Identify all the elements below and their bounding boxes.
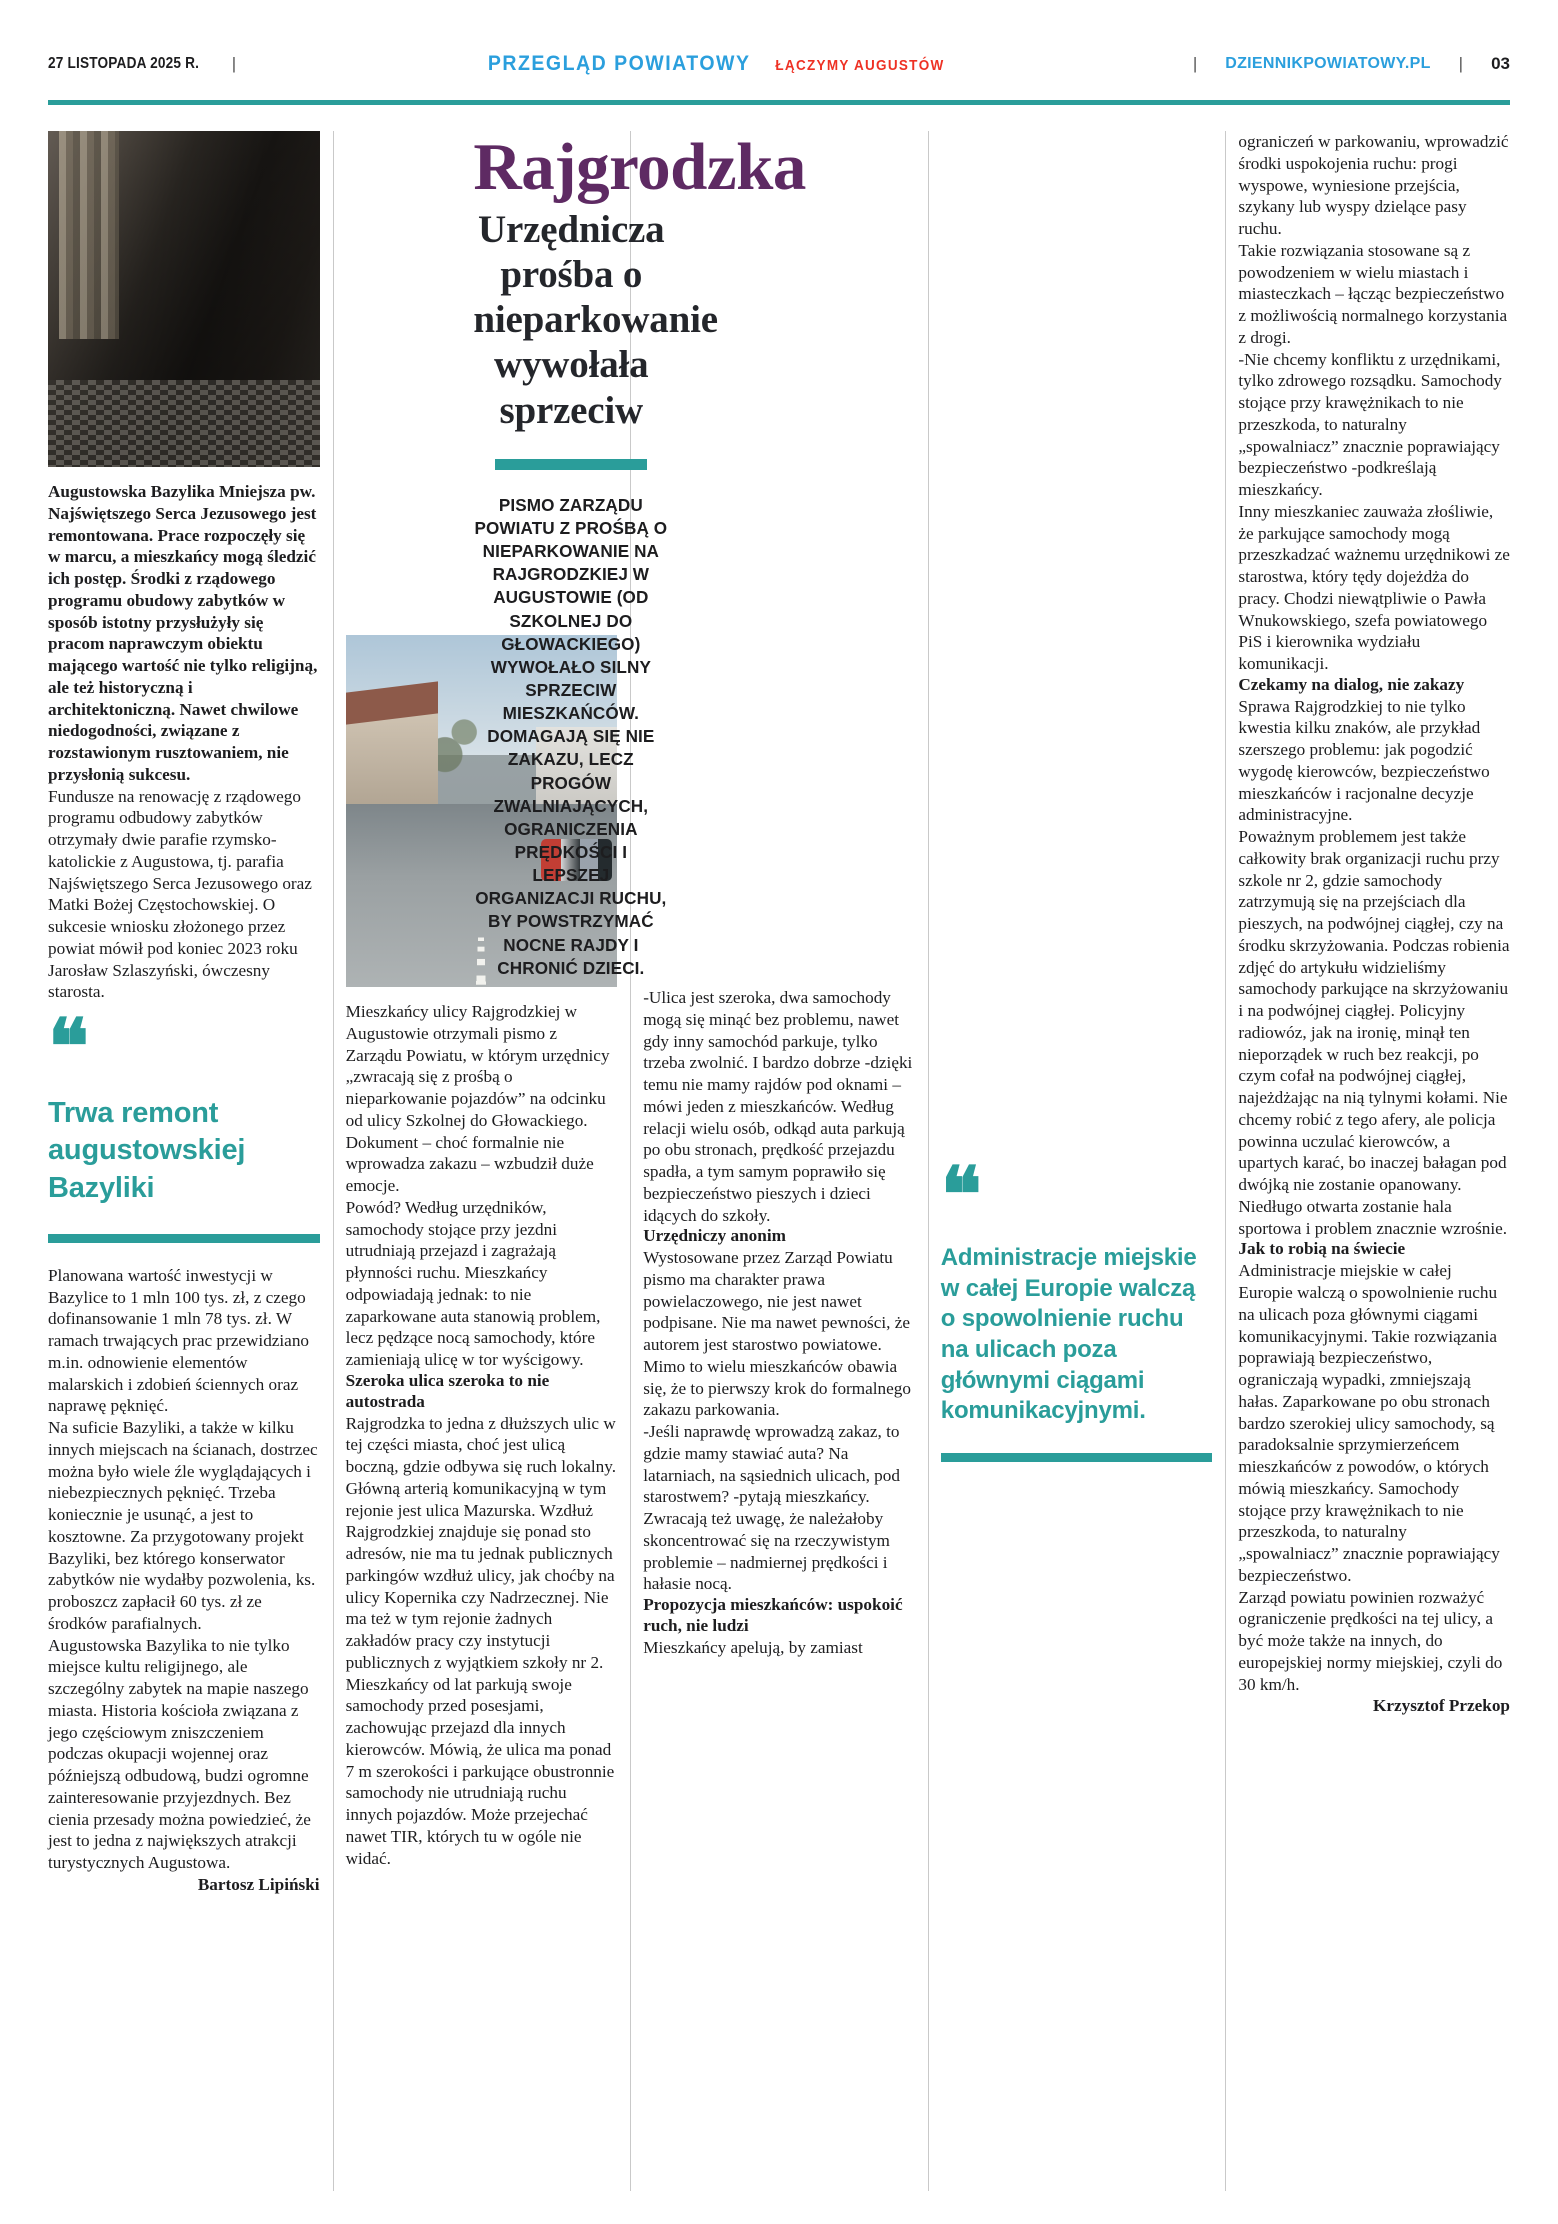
column1-para-4: Augustowska Bazylika to nie tylko miejsce kultu religijnego, ale szczególny zabytek na mapie naszego miasta. Historia kościoła związana z jego częściowym zniszczeniem podczas okupacji wojennej oraz późniejszą odbudową, budzi ogromne zainteresowanie przyjezdnych. Bez cienia przesady można powiedzieć, że jest to jedna z największych atrakcji turystycznych Augustowa. xyxy=(48,1635,311,1873)
column5-para-6: Poważnym problemem jest także całkowity brak organizacji ruchu przy szkole nr 2, gdzie samochody zatrzymują się na przejściach dla pieszych, na podwójnej ciągłej, czy na środku skrzyżowania. Podczas robienia zdjęć do artykułu widzieliśmy samochody parkujące na skrzyżowaniu i na podwójnej ciągłej. Policyjny radiowóz, jak na ironię, minął ten nieporządek w ruch bez reakcji, po czym cofał na podwójnej ciągłej, najeżdżając na nią tylnymi kołami. Nie chcemy robić z tego afery, ale policja powinna uczulać kierowców, a upartych karać, bo inaczej bałagan pod dwójką nie zostanie opanowany. Niedługo otwarta zostanie hala sportowa i problem znacznie wzrośnie. xyxy=(1238,827,1510,1238)
column1-body-cont xyxy=(48,1265,320,1896)
column3-subhead-2: Propozycja mieszkańców: uspokoić ruch, nie ludzi xyxy=(643,1595,903,1636)
column1-para-2: Planowana wartość inwestycji w Bazylice to 1 mln 100 tys. zł, z czego dofinansowanie 1 mln 78 tys. zł. W ramach trwających prac przewidziano m.in. odnowienie elementów malarskich i zdobień ściennych oraz naprawę pęknięć. xyxy=(48,1265,310,1416)
headline-main xyxy=(473,207,718,433)
masthead-brand-group xyxy=(248,52,1181,76)
headline-block xyxy=(465,130,806,997)
column3-body xyxy=(643,987,915,1659)
column2-para-2: Powód? Według urzędników, samochody stojące przy jezdni utrudniają przejazd i zagrażają płynności ruchu. Mieszkańcy odpowiadają jednak: to nie zaparkowane auta stanowią problem, lecz pędzące nocą samochody, które zamieniają ulicę w tor wyścigowy. xyxy=(345,1197,601,1369)
website-url[interactable]: DZIENNIKPOWIATOWY.PL xyxy=(1225,55,1431,72)
column3-para-4: Mieszkańcy apelują, by zamiast xyxy=(643,1638,863,1658)
pullquote-europa-text: Administracje miejskie w całej Europie walczą o spowolnienie ruchu na ulicach poza głównymi ciągami komunikacyjnymi. xyxy=(940,1243,1197,1425)
headline-line-3: sprzeciw xyxy=(499,388,644,432)
column1-intro: Augustowska Bazylika Mniejsza pw. Najświętszego Serca Jezusowego jest remontowana. Prace rozpoczęły się w marcu, a mieszkańcy mogą śledzić ich postęp. Środki z rządowego programu obudowy zabytków w sposób istotny przysłużyły się pracom naprawczym obiektu mającego wartość nie tylko religijną, ale też historyczną i architektoniczną. Nawet chwilowe niedogodności, związane z rozstawionym rusztowaniem, nie przysłonią sukcesu. xyxy=(48,482,318,784)
article-lead: PISMO ZARZĄDU POWIATU Z PROŚBĄ O NIEPARKOWANIE NA RAJGRODZKIEJ W AUGUSTOWIE (OD SZKOLNEJ DO GŁOWACKIEGO) WYWOŁAŁO SILNY SPRZECIW MIESZKAŃCÓW. DOMAGAJĄ SIĘ NIE ZAKAZU, LECZ PROGÓW ZWALNIAJĄCYCH, OGRANICZENIA PRĘDKOŚCI I LEPSZEJ ORGANIZACJI RUCHU, BY POWSTRZYMAĆ NOCNE RAJDY I CHRONIĆ DZIECI. xyxy=(474,494,668,978)
issue-date: 27 LISTOPADA 2025 R. xyxy=(48,55,200,72)
column-rule-1 xyxy=(333,131,334,2191)
column1-byline: Bartosz Lipiński xyxy=(197,1874,320,1894)
column3-para-1: -Ulica jest szeroka, dwa samochody mogą się minąć bez problemu, nawet gdy inny samochód parkuje, tylko trzeba zwolnić. I bardzo dobrze -dzięki temu nie mamy rajdów pod oknami – mówi jeden z mieszkańców. Według relacji wielu osób, odkąd auta parkują po obu stronach, prędkość przejazdu spadła, a tym samym poprawiło się bezpieczeństwo pieszych i dzieci idących do szkoły. xyxy=(643,988,913,1225)
headline-rule xyxy=(495,459,647,470)
column1-para-3: Na suficie Bazyliki, a także w kilku innych miejscach na ścianach, dostrzec można było wiele źle wyglądających i niebezpiecznych pęknięć. Trzeba koniecznie je usunąć, a jest to kosztowne. Za przygotowany projekt Bazyliki, bez którego konserwator zabytków nie wydałby pozwolenia, ks. proboszcz zapłacił 60 tys. zł ze środków parafialnych. xyxy=(48,1418,318,1633)
column5-para-5: Sprawa Rajgrodzkiej to nie tylko kwestia kilku znaków, ale przykład szerszego problemu: jak pogodzić wygodę kierowców, bezpieczeństwo mieszkańców i racjonalne decyzje administracyjne. xyxy=(1238,696,1490,825)
column5-subhead-2: Jak to robią na świecie xyxy=(1238,1239,1406,1259)
column5-para-2: Takie rozwiązania stosowane są z powodzeniem w wielu miastach i miasteczkach – łącząc bezpieczeństwo z możliwością normalnego korzystania z drogi. xyxy=(1238,240,1508,347)
column-rule-4 xyxy=(1225,131,1226,2191)
headline-line-2: nieparkowanie wywołała xyxy=(473,298,718,387)
column-rule-3 xyxy=(928,131,929,2191)
pullquote-bazylika-rule xyxy=(48,1234,320,1243)
column5-body xyxy=(1238,131,1510,1717)
column5-para-3: -Nie chcemy konfliktu z urzędnikami, tylko zdrowego rozsądku. Samochody stojące przy krawężnikach to nie przeszkoda, to naturalny „spowalniacz” znacznie poprawiający bezpieczeństwo -podkreślają mieszkańcy. xyxy=(1238,349,1502,499)
header-rule xyxy=(48,100,1510,105)
article-grid xyxy=(48,131,1510,1896)
pullquote-europa xyxy=(940,1153,1213,1462)
column3-para-3: -Jeśli naprawdę wprowadzą zakaz, to gdzie mamy stawiać auta? Na latarniach, na sąsiednich ulicach, pod starostwem? -pytają mieszkańcy. Zwracają też uwagę, że należałoby skoncentrować się na rzeczywistym problemie – nadmiernej prędkości i hałasie nocą. xyxy=(643,1422,900,1594)
masthead xyxy=(48,0,1510,92)
column1-para-1: Fundusze na renowację z rządowego programu odbudowy zabytków otrzymały dwie parafie rzymsko-katolickie z Augustowa, tj. parafia Najświętszego Serca Jezusowego oraz Matki Bożej Częstochowskiej. O sukcesie wniosku złożonego przez powiat mówił pod koniec 2023 roku Jarosław Szlaszyński, ówczesny starosta. xyxy=(48,786,312,1002)
brand-title: PRZEGLĄD POWIATOWY xyxy=(487,52,751,75)
column3-para-2: Wystosowane przez Zarząd Powiatu pismo ma charakter prawa powielaczowego, nie jest nawet podpisane. Nie ma nawet pewności, że autorem jest starostwo powiatowe. Mimo to wielu mieszkańców obawia się, że to pierwszy krok do formalnego zakazu parkowania. xyxy=(643,1248,911,1420)
column-1 xyxy=(48,131,320,1896)
column5-para-8: Zarząd powiatu powinien rozważyć ograniczenie prędkości na tej ulicy, a być może także na innych, do europejskiej normy miejskiej, czyli do 30 km/h. xyxy=(1238,1587,1503,1694)
column5-subhead-1: Czekamy na dialog, nie zakazy xyxy=(1238,674,1465,694)
column5-byline: Krzysztof Przekop xyxy=(1373,1696,1510,1716)
column-3 xyxy=(643,131,915,1896)
column2-para-1: Mieszkańcy ulicy Rajgrodzkiej w Augustowie otrzymali pismo z Zarządu Powiatu, w którym urzędnicy „zwracają się z prośbą o nieparkowanie pojazdów” na odcinku od ulicy Szkolnej do Głowackiego. Dokument – choć formalnie nie wprowadza zakazu – wzbudził duże emocje. xyxy=(345,1002,610,1195)
quote-mark-icon: ❝ xyxy=(48,1005,86,1090)
masthead-right-group xyxy=(1181,54,1510,74)
masthead-divider-left: | xyxy=(231,54,237,73)
column5-para-7: Administracje miejskie w całej Europie walczą o spowolnienie ruchu na ulicach poza głównymi ciągami komunikacyjnymi. Takie rozwiązania poprawiają bezpieczeństwo, ograniczają wypadki, zmniejszają hałas. Zaparkowane po obu stronach bardzo szerokiej ulicy samochody, są paradoksalnie sprzymierzeńcem mieszkańców z powodów, o których mówią mieszkańcy. Samochody stojące przy krawężnikach to nie przeszkoda, to naturalny „spowalniacz” znacznie poprawiający bezpieczeństwo. xyxy=(1238,1261,1500,1585)
headline-line-1: Urzędnicza prośba o xyxy=(478,207,665,296)
quote-mark-icon: ❝ xyxy=(940,1153,979,1238)
masthead-divider-mid: | xyxy=(1192,54,1198,73)
column5-para-1: ograniczeń w parkowaniu, wprowadzić środki uspokojenia ruchu: progi wyspowe, wyniesione przejścia, szykany lub wyspy dzielące pasy ruchu. xyxy=(1238,132,1509,238)
brand-tagline: ŁĄCZYMY AUGUSTÓW xyxy=(775,58,945,74)
pullquote-bazylika-text: Trwa remont augustowskiej Bazyliki xyxy=(48,1096,246,1205)
page-number: 03 xyxy=(1491,54,1510,73)
column5-para-4: Inny mieszkaniec zauważa złośliwie, że parkujące samochody mogą przeszkadzać ważnemu urzędnikowi ze starostwa, który tędy dojeżdża do pracy. Chodzi niewątpliwie o Pawła Wnukowskiego, szefa powiatowego PiS i kierownika wydziału komunikacji. xyxy=(1238,501,1510,673)
pullquote-bazylika xyxy=(48,1005,320,1243)
church-photo xyxy=(48,131,320,467)
column1-body xyxy=(48,481,320,1003)
pullquote-europa-rule xyxy=(941,1453,1213,1462)
column-5 xyxy=(1238,131,1510,1896)
column2-body xyxy=(346,1001,618,1869)
column3-subhead-1: Urzędniczy anonim xyxy=(643,1226,786,1246)
masthead-divider-right: | xyxy=(1458,54,1464,73)
column2-subhead-1: Szeroka ulica szeroka to nie autostrada xyxy=(345,1370,550,1411)
headline-kicker: Rajgrodzka xyxy=(473,130,806,204)
column2-para-3: Rajgrodzka to jedna z dłuższych ulic w tej części miasta, choć jest ulicą boczną, gdzie odbywa się ruch lokalny. Główną arterią komunikacyjną w tym rejonie jest ulica Mazurska. Wzdłuż Rajgrodzkiej znajduje się ponad sto adresów, nie ma tu jednak publicznych parkingów wzdłuż ulicy, jak choćby na ulicy Kopernika czy Nadrzecznej. Nie ma też w tym rejonie żadnych zakładów pracy czy instytucji publicznych z wyjątkiem szkoły nr 2. Mieszkańcy od lat parkują swoje samochody przed posesjami, zachowując przejazd dla innych kierowców. Mówią, że ulica ma ponad 7 m szerokości i parkujące obustronnie samochody nie utrudniają ruchu innych pojazdów. Może przejechać nawet TIR, których tu w ogóle nie widać. xyxy=(345,1413,617,1868)
column-4 xyxy=(941,131,1213,1896)
